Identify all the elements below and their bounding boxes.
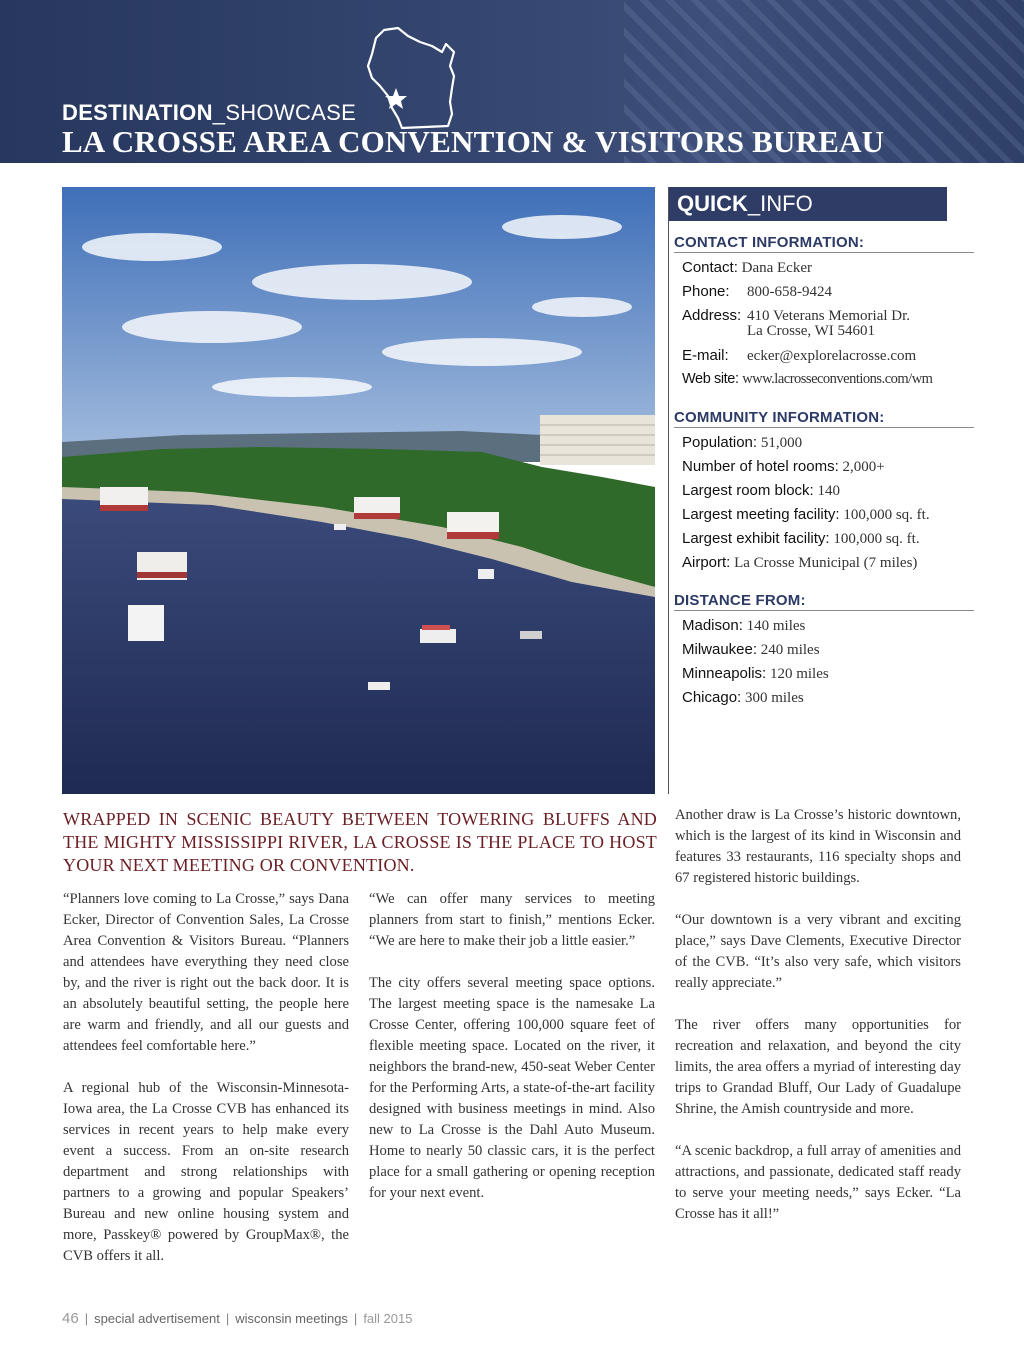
page-title: LA CROSSE AREA CONVENTION & VISITORS BUREAU (62, 124, 885, 159)
distance-row (682, 665, 829, 683)
banner-kicker (62, 100, 356, 126)
distance-row (682, 617, 805, 635)
kicker-sep: _ (212, 100, 226, 125)
community-label: Population: (682, 434, 758, 451)
footer-section: special advertisement (94, 1311, 220, 1326)
quick-info-heading (669, 187, 947, 221)
river-photo (62, 187, 655, 794)
community-value: 51,000 (760, 435, 803, 451)
community-label: Largest room block: (682, 482, 814, 499)
page-footer (62, 1310, 412, 1327)
article-paragraph: “Our downtown is a very vibrant and exciting place,” says Dave Clements, Executive Director of the CVB. “It’s also very safe, which visitors really appreciate.” (675, 912, 961, 991)
email-label: E-mail: (682, 347, 729, 364)
quick-info-bold: QUICK (677, 191, 748, 216)
community-value: 2,000+ (842, 459, 885, 475)
footer-issue: fall 2015 (363, 1311, 413, 1326)
quick-info-sep: _ (747, 191, 761, 216)
distance-label: Milwaukee: (682, 641, 758, 658)
community-row (682, 554, 917, 572)
article-column-1 (63, 889, 349, 1288)
article-paragraph: “A scenic backdrop, a full array of amenities and attractions, and passionate, dedicated staff ready to serve your meeting needs,” says Ecker. “La Crosse has it all!” (675, 1143, 961, 1222)
article-lead: WRAPPED IN SCENIC BEAUTY BETWEEN TOWERING BLUFFS AND THE MIGHTY MISSISSIPPI RIVER, LA CROSSE IS THE PLACE TO HOST YOUR NEXT MEETING OR CONVENTION. (63, 809, 657, 875)
website-value: www.lacrosseconventions.com/wm (742, 371, 933, 387)
community-label: Largest exhibit facility: (682, 530, 830, 547)
header-banner (0, 0, 1024, 163)
distance-heading: DISTANCE FROM: (674, 592, 974, 611)
website-row (682, 371, 932, 388)
article-column-3 (675, 805, 961, 1246)
article-paragraph: The river offers many opportunities for recreation and relaxation, and beyond the city limits, the area offers a myriad of interesting day trips to Grandad Bluff, Our Lady of Guadalupe Shrine, the Amish countryside and more. (675, 1017, 961, 1117)
footer-separator: | (225, 1311, 230, 1326)
distance-label: Chicago: (682, 689, 742, 706)
quick-info-light: INFO (760, 191, 813, 216)
article-column-2 (369, 889, 655, 1225)
community-row (682, 482, 840, 500)
page-number: 46 (62, 1310, 79, 1327)
phone-row (682, 283, 832, 301)
community-label: Largest meeting facility: (682, 506, 840, 523)
article-paragraph: The city offers several meeting space options. The largest meeting space is the namesake La Crosse Center, offering 100,000 square feet of flexible meeting space. Located on the river, it neighbors the brand-new, 450-seat Weber Center for the Performing Arts, a state-of-the-art facility designed with business meetings in mind. Also new to La Crosse is the Dahl Auto Museum. Home to nearly 50 classic cars, it is the perfect place for a small gathering or opening reception for your next event. (369, 975, 655, 1201)
address-line2: La Crosse, WI 54601 (747, 323, 876, 339)
footer-separator: | (84, 1311, 89, 1326)
distance-value: 300 miles (744, 690, 804, 706)
distance-value: 120 miles (769, 666, 829, 682)
phone-value: 800-658-9424 (747, 284, 832, 300)
article-paragraph: “Planners love coming to La Crosse,” says Dana Ecker, Director of Convention Sales, La Crosse Area Convention & Visitors Bureau. “Planners and attendees have everything they need close by, and the river is right out the back door. It is an absolutely beautiful setting, the people here are warm and friendly, and all our guests and attendees feel comfortable here.” (63, 891, 349, 1054)
distance-row (682, 689, 804, 707)
wisconsin-map-star-icon (362, 22, 466, 134)
community-row (682, 434, 802, 452)
article-paragraph: “We can offer many services to meeting planners from start to finish,” mentions Ecker. “We are here to make their job a little easier.” (369, 891, 655, 949)
river-scene-illustration (62, 187, 655, 794)
footer-separator: | (353, 1311, 358, 1326)
distance-value: 140 miles (746, 618, 806, 634)
distance-label: Madison: (682, 617, 743, 634)
distance-label: Minneapolis: (682, 665, 767, 682)
address-row-2 (747, 323, 875, 340)
address-label: Address: (682, 307, 742, 324)
community-row (682, 530, 920, 548)
contact-row (682, 259, 812, 277)
phone-label: Phone: (682, 283, 730, 300)
community-label: Airport: (682, 554, 731, 571)
footer-publication: wisconsin meetings (235, 1311, 348, 1326)
distance-row (682, 641, 820, 659)
email-row (682, 347, 916, 365)
kicker-bold: DESTINATION (62, 100, 213, 125)
email-value: ecker@explorelacrosse.com (747, 348, 917, 364)
contact-label: Contact: (682, 259, 738, 276)
community-row (682, 506, 930, 524)
article-paragraph: Another draw is La Crosse’s historic downtown, which is the largest of its kind in Wisconsin and features 33 restaurants, 116 specialty shops and 67 registered historic buildings. (675, 807, 961, 886)
contact-info-heading: CONTACT INFORMATION: (674, 234, 974, 253)
community-info-heading: COMMUNITY INFORMATION: (674, 409, 974, 428)
sidebar-divider (668, 187, 669, 794)
contact-value: Dana Ecker (741, 260, 812, 276)
article-paragraph: A regional hub of the Wisconsin-Minnesota-Iowa area, the La Crosse CVB has enhanced its services in recent years to help make every event a success. From an on-site research department and strong relationships with partners to a growing and popular Speakers’ Bureau and new online housing system and more, Passkey® powered by GroupMax®, the CVB offers it all. (63, 1080, 349, 1264)
community-value: La Crosse Municipal (7 miles) (734, 555, 918, 571)
address-line1: 410 Veterans Memorial Dr. (747, 308, 911, 324)
community-row (682, 458, 885, 476)
community-value: 140 (817, 483, 840, 499)
community-label: Number of hotel rooms: (682, 458, 839, 475)
distance-value: 240 miles (760, 642, 820, 658)
community-value: 100,000 sq. ft. (833, 531, 920, 547)
community-value: 100,000 sq. ft. (843, 507, 930, 523)
kicker-light: SHOWCASE (225, 100, 357, 125)
website-label: Web site: (682, 371, 739, 387)
